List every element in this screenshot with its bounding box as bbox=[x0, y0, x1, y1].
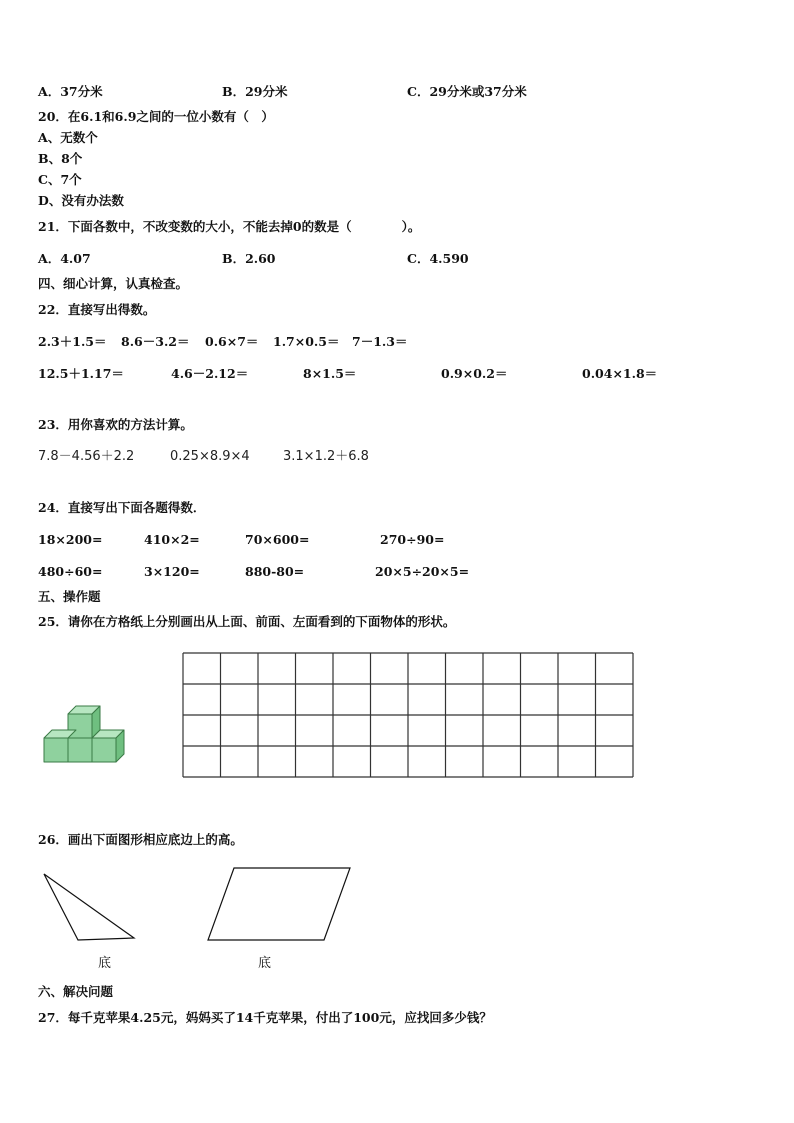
q24-r1-item: 410×2= bbox=[144, 532, 200, 547]
triangle-base-label: 底 bbox=[98, 956, 112, 971]
q19-option-c: C．29分米或37分米 bbox=[407, 84, 527, 99]
q20-question: 20．在6.1和6.9之间的一位小数有（ ） bbox=[38, 109, 274, 124]
q27-question: 27．每千克苹果4.25元，妈妈买了14千克苹果，付出了100元，应找回多少钱？ bbox=[38, 1010, 492, 1025]
q22-r2-item: 0.04×1.8＝ bbox=[582, 366, 658, 381]
q19-option-b: B．29分米 bbox=[222, 84, 288, 99]
q22-r1-item: 8.6－3.2＝ bbox=[121, 334, 190, 349]
q22-r1-item: 0.6×7＝ bbox=[205, 334, 259, 349]
q20-option-d: D、没有办法数 bbox=[38, 193, 124, 208]
q24-r1-item: 18×200= bbox=[38, 532, 103, 547]
q21-option-c: C．4.590 bbox=[407, 251, 469, 266]
q22-r1-item: 7－1.3＝ bbox=[352, 334, 408, 349]
q26-question: 26．画出下面图形相应底边上的高。 bbox=[38, 832, 243, 847]
section6-title: 六、解决问题 bbox=[38, 984, 114, 999]
q22-r1-item: 1.7×0.5＝ bbox=[273, 334, 340, 349]
q23-item: 0.25×8.9×4 bbox=[170, 449, 250, 464]
q20-option-b: B、8个 bbox=[38, 151, 83, 166]
section5-title: 五、操作题 bbox=[38, 589, 101, 604]
q19-option-a: A．37分米 bbox=[38, 84, 103, 99]
q21-question: 21．下面各数中，不改变数的大小，不能去掉0的数是（ ）。 bbox=[38, 219, 421, 234]
q24-r2-item: 3×120= bbox=[144, 564, 200, 579]
triangle-figure bbox=[40, 870, 140, 945]
q22-r2-item: 0.9×0.2＝ bbox=[441, 366, 508, 381]
section4-title: 四、细心计算，认真检查。 bbox=[38, 276, 189, 291]
q20-option-c: C、7个 bbox=[38, 172, 82, 187]
q20-option-a: A、无数个 bbox=[38, 130, 98, 145]
parallelogram-figure bbox=[205, 865, 355, 945]
grid-paper[interactable] bbox=[182, 652, 634, 778]
q21-option-a: A．4.07 bbox=[38, 251, 91, 266]
q23-item: 7.8－4.56＋2.2 bbox=[38, 449, 135, 464]
q24-r1-item: 270÷90= bbox=[380, 532, 445, 547]
q22-question: 22．直接写出得数。 bbox=[38, 302, 156, 317]
q22-r1-item: 2.3＋1.5＝ bbox=[38, 334, 107, 349]
q23-question: 23．用你喜欢的方法计算。 bbox=[38, 417, 193, 432]
q24-r2-item: 20×5÷20×5= bbox=[375, 564, 470, 579]
q21-option-b: B．2.60 bbox=[222, 251, 276, 266]
parallelogram-base-label: 底 bbox=[258, 956, 272, 971]
q25-question: 25．请你在方格纸上分别画出从上面、前面、左面看到的下面物体的形状。 bbox=[38, 614, 456, 629]
q24-r2-item: 480÷60= bbox=[38, 564, 103, 579]
q22-r2-item: 4.6－2.12＝ bbox=[171, 366, 249, 381]
cube-stack-figure bbox=[40, 700, 130, 762]
q24-r1-item: 70×600= bbox=[245, 532, 310, 547]
q22-r2-item: 8×1.5＝ bbox=[303, 366, 357, 381]
q22-r2-item: 12.5＋1.17＝ bbox=[38, 366, 124, 381]
q23-item: 3.1×1.2＋6.8 bbox=[283, 449, 369, 464]
q24-question: 24．直接写出下面各题得数． bbox=[38, 500, 206, 515]
q24-r2-item: 880-80= bbox=[245, 564, 305, 579]
